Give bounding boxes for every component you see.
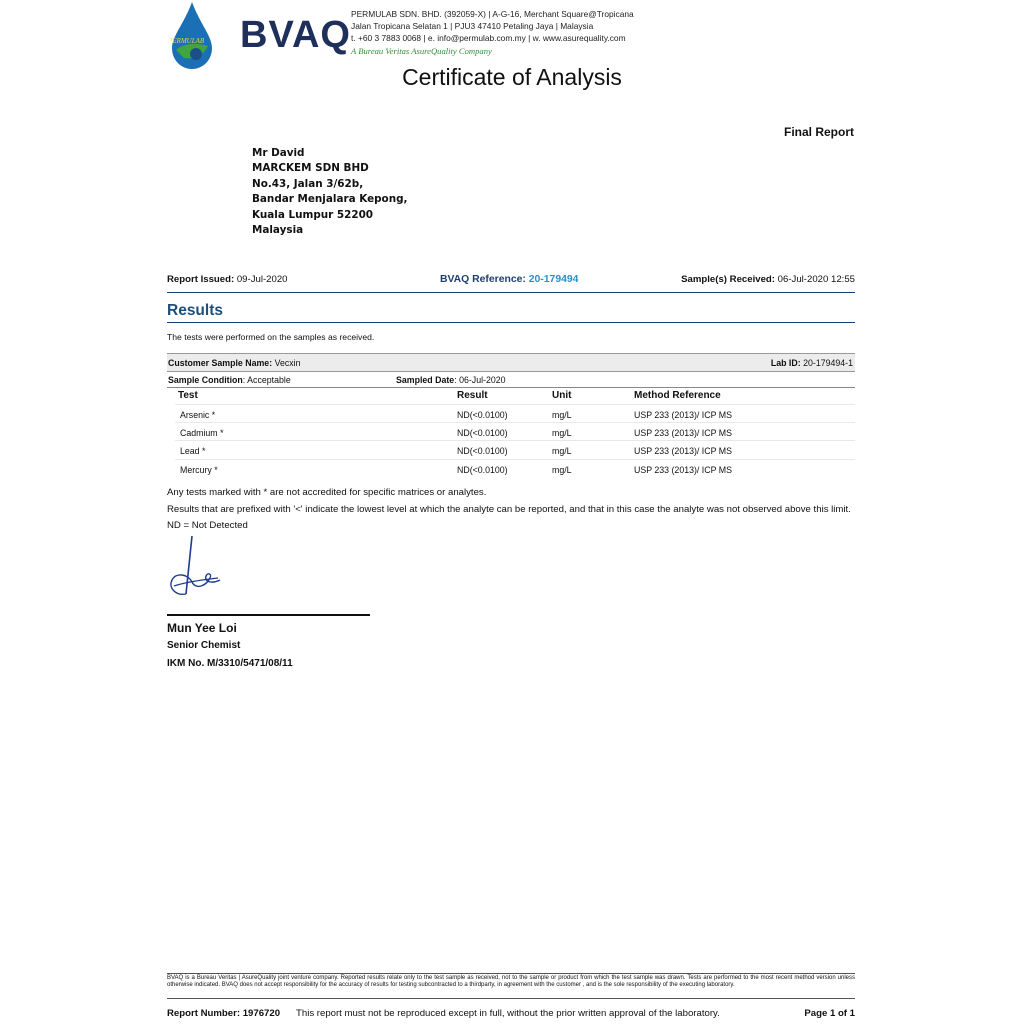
- samples-received: Sample(s) Received: 06-Jul-2020 12:55: [681, 274, 855, 285]
- divider: [167, 292, 855, 293]
- cell-method: USP 233 (2013)/ ICP MS: [634, 410, 732, 420]
- divider: [167, 998, 855, 999]
- customer-sample-name: Customer Sample Name: Vecxin: [168, 358, 301, 368]
- cell-unit: mg/L: [552, 446, 572, 456]
- cell-test: Arsenic *: [180, 410, 216, 420]
- signatory-title: Senior Chemist: [167, 640, 241, 651]
- column-header-test: Test: [178, 390, 198, 401]
- company-line: Jalan Tropicana Selatan 1 | PJU3 47410 Petaling Jaya | Malaysia: [351, 21, 594, 32]
- report-issued: Report Issued: 09-Jul-2020: [167, 274, 288, 285]
- footnote: ND = Not Detected: [167, 520, 248, 531]
- report-status: Final Report: [783, 125, 854, 139]
- page-number: Page 1 of 1: [804, 1008, 855, 1019]
- column-header-unit: Unit: [552, 390, 572, 401]
- results-heading: Results: [167, 302, 223, 319]
- cell-test: Cadmium *: [180, 428, 224, 438]
- company-line: t. +60 3 7883 0068 | e. info@permulab.com.my | w. www.asurequality.com: [351, 33, 626, 44]
- address-line: MARCKEM SDN BHD: [252, 162, 369, 175]
- row-divider: [175, 404, 855, 405]
- row-divider: [175, 459, 855, 460]
- reproduction-note: This report must not be reproduced except in full, without the prior written approval of the laboratory.: [296, 1008, 720, 1019]
- cell-result: ND(<0.0100): [457, 410, 508, 420]
- permulab-logo: [170, 2, 214, 70]
- cell-unit: mg/L: [552, 428, 572, 438]
- report-number: Report Number: 1976720: [167, 1008, 281, 1019]
- cell-result: ND(<0.0100): [457, 446, 508, 456]
- divider: [167, 322, 855, 323]
- address-line: Mr David: [252, 147, 305, 159]
- cell-result: ND(<0.0100): [457, 428, 508, 438]
- results-note: The tests were performed on the samples as received.: [167, 332, 375, 342]
- sampled-date: Sampled Date: 06-Jul-2020: [396, 375, 506, 385]
- address-line: Bandar Menjalara Kepong,: [252, 193, 408, 206]
- signatory-name: Mun Yee Loi: [167, 621, 237, 635]
- sample-condition-row: [167, 375, 855, 388]
- cell-unit: mg/L: [552, 465, 572, 475]
- sample-condition: Sample Condition: Acceptable: [168, 375, 291, 385]
- signatory: [167, 619, 293, 673]
- address-line: Malaysia: [252, 224, 304, 237]
- cell-method: USP 233 (2013)/ ICP MS: [634, 428, 732, 438]
- signature-line: [167, 614, 370, 616]
- company-tagline: A Bureau Veritas AsureQuality Company: [351, 45, 492, 56]
- address-line: Kuala Lumpur 52200: [252, 208, 374, 221]
- footnote: Any tests marked with * are not accredited for specific matrices or analytes.: [167, 487, 487, 498]
- row-divider: [175, 422, 855, 423]
- column-header-method: Method Reference: [634, 390, 721, 401]
- bvaq-logo: BVAQ: [240, 14, 351, 56]
- lab-id: Lab ID: 20-179494-1: [770, 358, 853, 368]
- cell-method: USP 233 (2013)/ ICP MS: [634, 465, 732, 475]
- cell-result: ND(<0.0100): [457, 465, 508, 475]
- recipient-address: [252, 146, 407, 238]
- cell-test: Lead *: [180, 446, 206, 456]
- column-header-result: Result: [457, 390, 488, 401]
- disclaimer: BVAQ is a Bureau Veritas | AsureQuality joint venture company. Reported results relate only to the test sample as received, not to the sample or product from which the test sample was drawn. Tests are performed to the most recent method version unless otherwise indicated. BVAQ does not accept responsibility for the accuracy of results for testing subcontracted to a thirdparty, in agreement with the customer , and is the sole responsibility of the executing laboratory.: [167, 975, 855, 989]
- cell-test: Mercury *: [180, 465, 218, 475]
- sample-header: [167, 353, 855, 372]
- footnotes: [167, 485, 851, 535]
- footnote: Results that are prefixed with '<' indicate the lowest level at which the analyte can be reported, and that in this case the analyte was not observed above this limit.: [167, 503, 851, 515]
- row-divider: [175, 440, 855, 441]
- bvaq-reference: BVAQ Reference: 20-179494: [440, 274, 579, 285]
- cell-method: USP 233 (2013)/ ICP MS: [634, 446, 732, 456]
- divider: [167, 973, 855, 974]
- cell-unit: mg/L: [552, 410, 572, 420]
- signatory-ikm: IKM No. M/3310/5471/08/11: [167, 658, 293, 669]
- company-line: PERMULAB SDN. BHD. (392059-X) | A-G-16, Merchant Square@Tropicana: [351, 9, 634, 19]
- signature-image: [166, 534, 226, 600]
- company-info: [351, 8, 634, 57]
- permulab-logo-text: PERMULAB: [170, 37, 205, 45]
- document-title: Certificate of Analysis: [402, 64, 622, 90]
- address-line: No.43, Jalan 3/62b,: [252, 177, 364, 190]
